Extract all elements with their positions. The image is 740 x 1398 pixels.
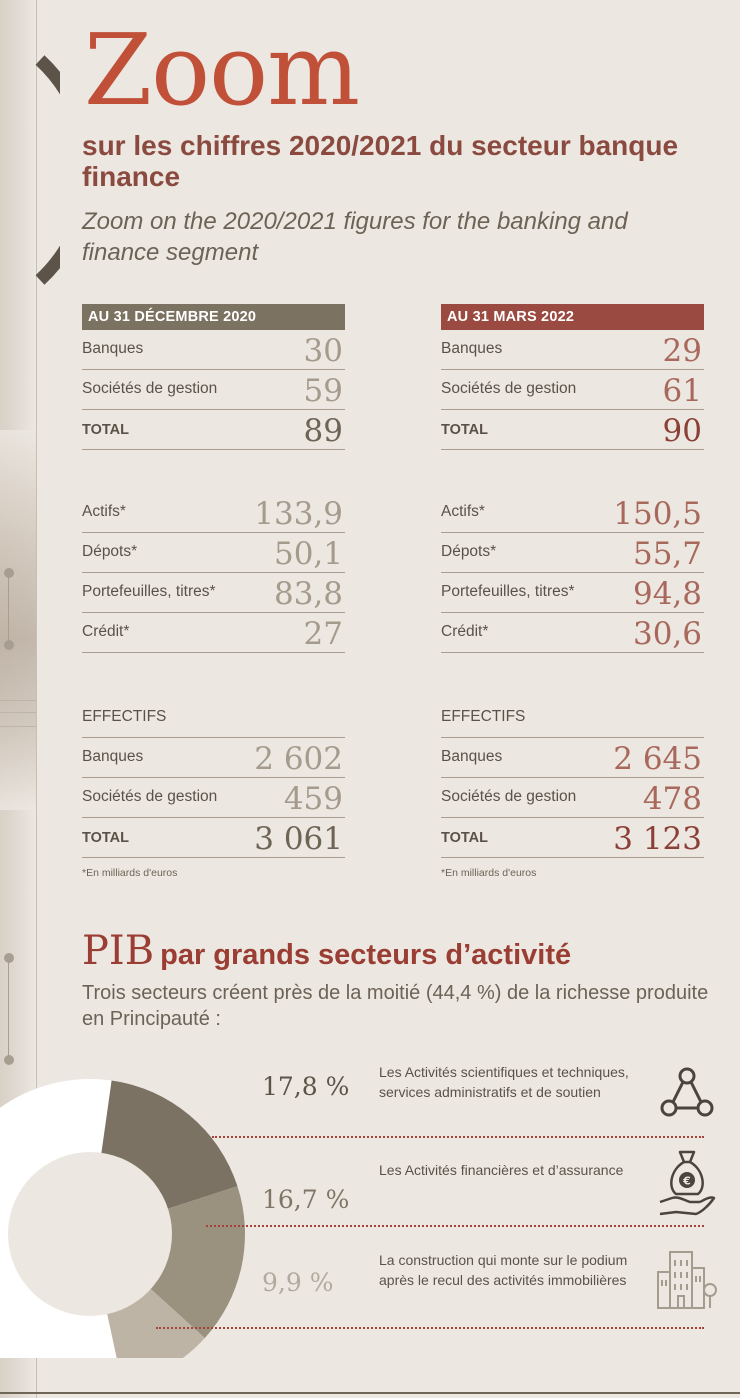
row-label: Actifs* [82,503,126,520]
dotted-separator [156,1327,704,1329]
sector-description-construction: La construction qui monte sur le podium après le recul des activités immobilières [379,1252,628,1288]
euro-moneybag-hand-icon [656,1146,718,1220]
row-label: Dépots* [82,543,138,560]
row-label: TOTAL [82,830,129,846]
column-header: AU 31 DÉCEMBRE 2020 [82,304,345,330]
table-row-total [441,818,704,858]
row-label: TOTAL [441,830,488,846]
pib-description: Trois secteurs créent près de la moitié (44,4 %) de la richesse produite en Principauté : [82,982,709,1030]
table-row [82,738,345,778]
donut-hole [8,1152,172,1316]
row-label: Crédit* [441,623,489,640]
row-value: 59 [303,373,343,409]
row-label: Sociétés de gestion [441,380,577,397]
table-row [441,573,704,613]
row-value: 2 645 [613,741,702,777]
row-label: Crédit* [82,623,130,640]
table-row [441,778,704,818]
decorative-line [0,726,36,727]
table-row-total [441,410,704,450]
table-row [441,533,704,573]
row-label: Banques [441,340,503,357]
row-value: 27 [303,616,343,652]
row-value: 459 [283,781,343,817]
pib-title [82,928,571,974]
section-header: EFFECTIFS [82,696,345,738]
table-row [82,573,345,613]
network-triangle-icon [660,1066,714,1118]
row-value: 30,6 [632,616,702,652]
column-header: AU 31 MARS 2022 [441,304,704,330]
row-label: Portefeuilles, titres* [82,583,216,600]
table-row [82,370,345,410]
table-row [441,613,704,653]
table-row [441,370,704,410]
row-label: Banques [441,748,503,765]
sector-percent-financial: 16,7 % [262,1185,350,1214]
table-row [441,738,704,778]
column-december-2020 [82,304,345,879]
row-value: 94,8 [632,576,702,612]
row-value: 478 [642,781,702,817]
row-value: 150,5 [613,496,702,532]
row-value: 3 061 [254,821,343,857]
footnote: *En milliards d'euros [82,867,178,879]
table-row [82,778,345,818]
pib-title-rest: par grands secteurs d’activité [160,939,572,971]
subtitle-french: sur les chiffres 2020/2021 du secteur banque finance [82,130,679,192]
decorative-node [4,640,14,650]
row-value: 133,9 [254,496,343,532]
table-row-total [82,818,345,858]
decorative-node [4,953,14,963]
decorative-line [8,570,9,650]
row-value: 83,8 [273,576,343,612]
row-label: Sociétés de gestion [82,380,218,397]
decorative-side-photo [0,430,36,810]
svg-text:€: € [683,1174,691,1188]
bottom-rule [0,1392,740,1394]
row-value: 2 602 [254,741,343,777]
pib-title-main: PIB [82,928,155,974]
row-label: Banques [82,748,144,765]
row-value: 55,7 [632,536,702,572]
table-row [82,613,345,653]
decorative-node [4,568,14,578]
table-row [82,533,345,573]
row-value: 90 [662,413,702,449]
row-value: 89 [303,413,343,449]
row-label: Sociétés de gestion [82,788,218,805]
buildings-icon [656,1250,718,1310]
row-label: TOTAL [441,422,488,438]
decorative-line [0,712,36,713]
sector-percent-construction: 9,9 % [262,1268,334,1297]
row-label: Sociétés de gestion [441,788,577,805]
sector-donut-chart [0,1048,260,1358]
sector-description-financial: Les Activités financières et d’assurance [379,1162,624,1178]
table-row [441,493,704,533]
row-label: Actifs* [441,503,485,520]
subtitle-english: Zoom on the 2020/2021 figures for the banking and finance segment [82,208,628,266]
table-row-total [82,410,345,450]
table-row [82,330,345,370]
row-label: Banques [82,340,144,357]
row-value: 29 [662,333,702,369]
footnote: *En milliards d'euros [441,867,537,879]
decorative-line [8,955,9,1060]
row-value: 61 [662,373,702,409]
row-value: 3 123 [613,821,702,857]
sector-percent-scientific: 17,8 % [262,1072,350,1101]
sector-description-scientific: Les Activités scientifiques et techniques, services administratifs et de soutien [379,1064,629,1100]
row-label: TOTAL [82,422,129,438]
decorative-line [0,700,36,701]
row-value: 50,1 [273,536,343,572]
dotted-separator [212,1136,704,1138]
row-value: 30 [303,333,343,369]
row-label: Portefeuilles, titres* [441,583,575,600]
page-title: Zoom [84,14,360,128]
row-label: Dépots* [441,543,497,560]
section-header: EFFECTIFS [441,696,704,738]
dotted-separator [206,1225,704,1227]
table-row [441,330,704,370]
column-march-2022 [441,304,704,879]
decorative-arc [0,40,60,290]
table-row [82,493,345,533]
